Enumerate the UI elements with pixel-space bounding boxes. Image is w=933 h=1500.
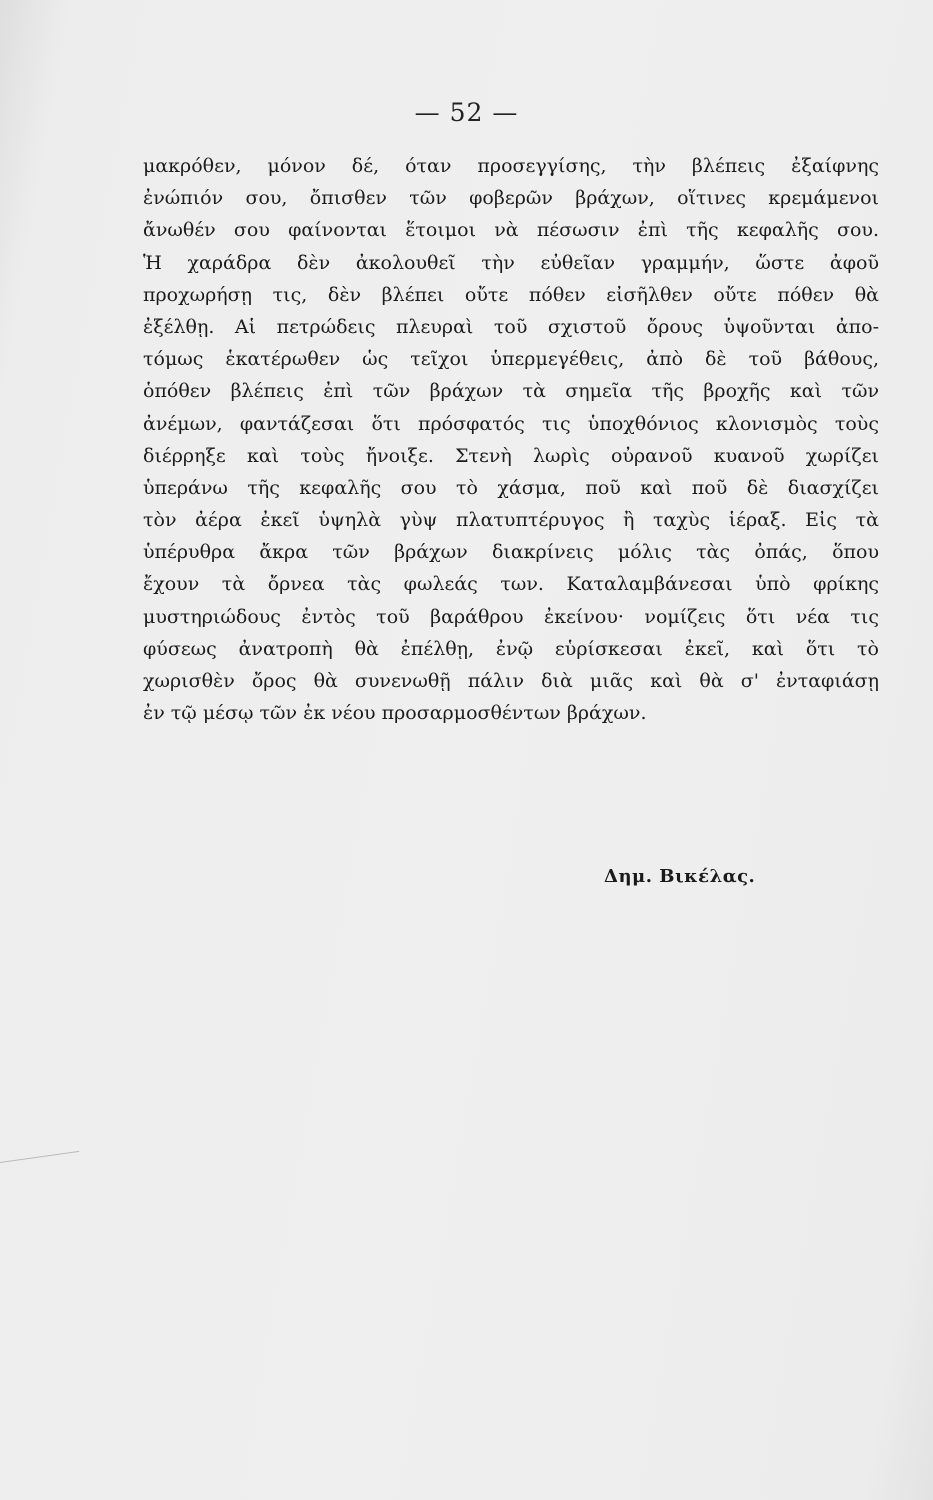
text-line: Ἡ χαράδρα δὲν ἀκολουθεῖ τὴν εὐθεῖαν γραμμήν, ὥστε ἀφοῦ [143,251,879,274]
text-line: ὑπέρυθρα ἄκρα τῶν βράχων διακρίνεις μόλις τὰς ὀπάς, ὅπου [143,541,879,564]
text-line: τὸν ἀέρα ἐκεῖ ὑψηλὰ γὺψ πλατυπτέρυγος ἢ ταχὺς ἱέραξ. Εἰς τὰ [143,509,879,532]
text-line: μυστηριώδους ἐντὸς τοῦ βαράθρου ἐκείνου· νομίζεις ὅτι νέα τις [143,605,879,628]
scan-edge-mark [0,1151,79,1163]
text-line: τόμως ἑκατέρωθεν ὡς τεῖχοι ὑπερμεγέθεις, ἀπὸ δὲ τοῦ βάθους, [143,348,879,371]
body-text [143,150,879,729]
text-line: προχωρήσῃ τις, δὲν βλέπει οὔτε πόθεν εἰσῆλθεν οὔτε πόθεν θὰ [143,283,879,306]
text-line: ὁπόθεν βλέπεις ἐπὶ τῶν βράχων τὰ σημεῖα τῆς βροχῆς καὶ τῶν [143,380,879,403]
text-line: ἐξέλθῃ. Αἱ πετρώδεις πλευραὶ τοῦ σχιστοῦ ὄρους ὑψοῦνται ἀπο- [143,315,879,338]
text-line: μακρόθεν, μόνον δέ, όταν προσεγγίσης, τὴν βλέπεις ἐξαίφνης [143,155,879,177]
text-line: ἄνωθέν σου φαίνονται ἕτοιμοι νὰ πέσωσιν ἐπὶ τῆς κεφαλῆς σου. [143,219,879,242]
text-line: χωρισθὲν ὄρος θὰ συνενωθῇ πάλιν διὰ μιᾶς καὶ θὰ σ' ἐνταφιάσῃ [143,670,879,692]
author-signature: Δημ. Βικέλας. [604,866,756,887]
text-line: ἀνέμων, φαντάζεσαι ὅτι πρόσφατός τις ὑποχθόνιος κλονισμὸς τοὺς [143,412,879,435]
text-line: ἔχουν τὰ ὄρνεα τὰς φωλεάς των. Καταλαμβάνεσαι ὑπὸ φρίκης [143,573,879,596]
text-line: ὑπεράνω τῆς κεφαλῆς σου τὸ χάσμα, ποῦ καὶ ποῦ δὲ διασχίζει [143,476,879,499]
text-line: ἐνώπιόν σου, ὄπισθεν τῶν φοβερῶν βράχων, οἵτινες κρεμάμενοι [143,187,879,210]
text-line-last: ἐν τῷ μέσῳ τῶν ἐκ νέου προσαρμοσθέντων βράχων. [143,702,647,725]
text-line: φύσεως ἀνατροπὴ θὰ ἐπέλθῃ, ἐνῷ εὑρίσκεσαι ἐκεῖ, καὶ ὅτι τὸ [143,637,879,660]
text-line: διέρρηξε καὶ τοὺς ἤνοιξε. Στενὴ λωρὶς οὐρανοῦ κυανοῦ χωρίζει [143,444,879,467]
page-number: — 52 — [414,98,519,127]
